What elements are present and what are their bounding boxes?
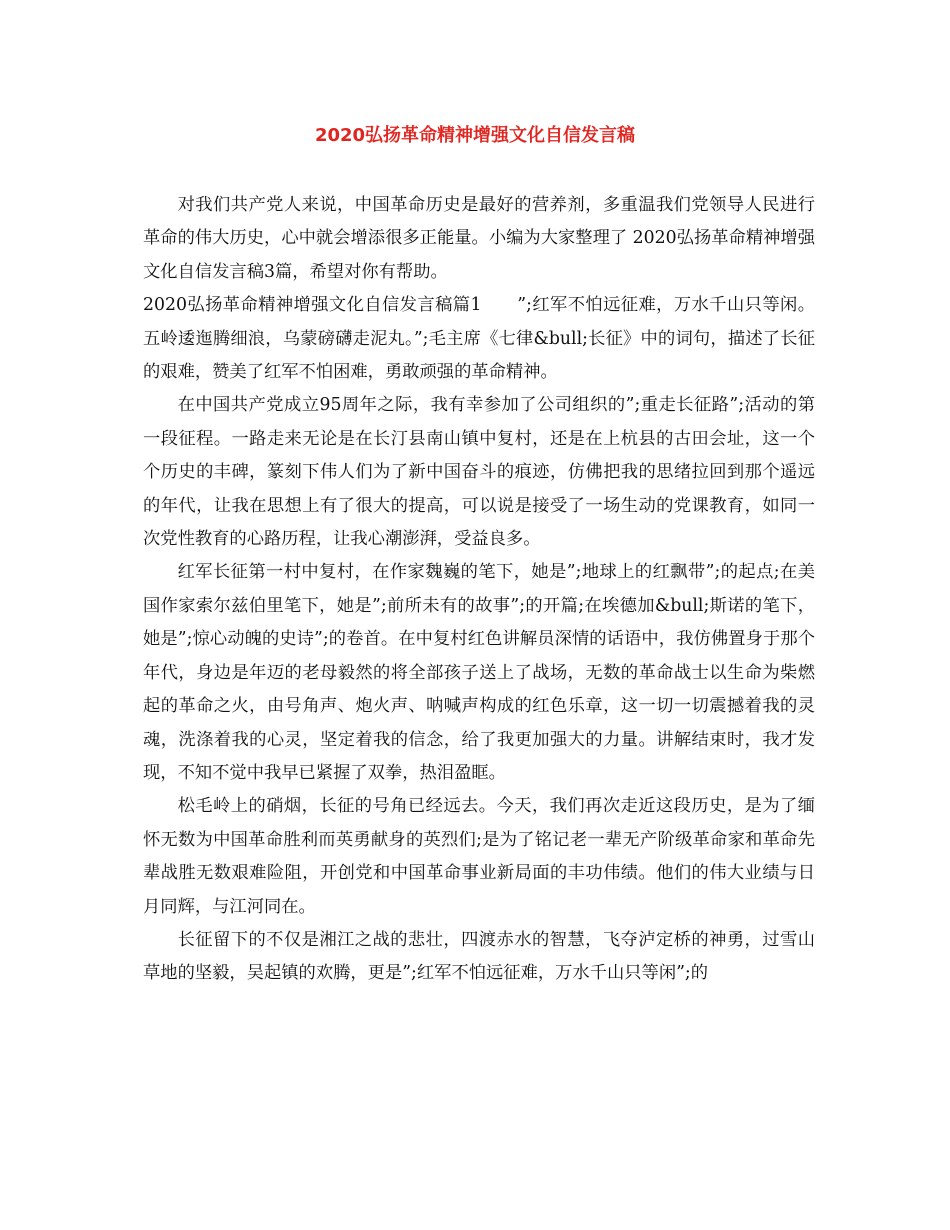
paragraph-zhongfu-village: 红军长征第一村中复村，在作家魏巍的笔下，她是”;地球上的红飘带”;的起点;在美国作家索尔兹伯里笔下，她是”;前所未有的故事”;的开篇;在埃德加&bull;斯诺的笔下，她是”;惊心动魄的史诗”;的卷首。在中复村红色讲解员深情的话语中，我仿佛置身于那个年代，身边是年迈的老母毅然的将全部孩子送上了战场，无数的革命战士以生命为柴燃起的革命之火，由号角声、炮火声、呐喊声构成的红色乐章，这一切一切震撼着我的灵魂，洗涤着我的心灵，坚定着我的信念，给了我更加强大的力量。讲解结束时，我才发现，不知不觉中我早已紧握了双拳，热泪盈眶。 (143, 562, 815, 783)
paragraph-speech-1-opening: 2020弘扬革命精神增强文化自信发言稿篇1 ”;红军不怕远征难，万水千山只等闲。五岭逶迤腾细浪，乌蒙磅礴走泥丸。”;毛主席《七律&bull;长征》中的词句，描述了长征的艰难，赞美了红军不怕困难，勇敢顽强的革命精神。 (143, 295, 815, 383)
document-title: 2020弘扬革命精神增强文化自信发言稿 (314, 125, 636, 146)
paragraph-anniversary: 在中国共产党成立95周年之际，我有幸参加了公司组织的”;重走长征路”;活动的第一段征程。一路走来无论是在长汀县南山镇中复村，还是在上杭县的古田会址，这一个个历史的丰碑，篆刻下伟人们为了新中国奋斗的痕迹，仿佛把我的思绪拉回到那个遥远的年代，让我在思想上有了很大的提高，可以说是接受了一场生动的党课教育，如同一次党性教育的心路历程，让我心潮澎湃，受益良多。 (143, 395, 815, 550)
paragraph-songmao-ridge: 松毛岭上的硝烟，长征的号角已经远去。今天，我们再次走近这段历史，是为了缅怀无数为中国革命胜利而英勇献身的英烈们;是为了铭记老一辈无产阶级革命家和革命先辈战胜无数艰难险阻，开创党和中国革命事业新局面的丰功伟绩。他们的伟大业绩与日月同辉，与江河同在。 (143, 796, 815, 917)
document-body (143, 189, 815, 991)
paragraph-intro: 对我们共产党人来说，中国革命历史是最好的营养剂，多重温我们党领导人民进行革命的伟大历史，心中就会增添很多正能量。小编为大家整理了 2020弘扬革命精神增强文化自信发言稿3篇，希望对你有帮助。 (143, 195, 815, 282)
paragraph-long-march-legacy: 长征留下的不仅是湘江之战的悲壮，四渡赤水的智慧，飞夺泸定桥的神勇，过雪山草地的坚毅，吴起镇的欢腾，更是”;红军不怕远征难，万水千山只等闲”;的 (143, 929, 815, 984)
